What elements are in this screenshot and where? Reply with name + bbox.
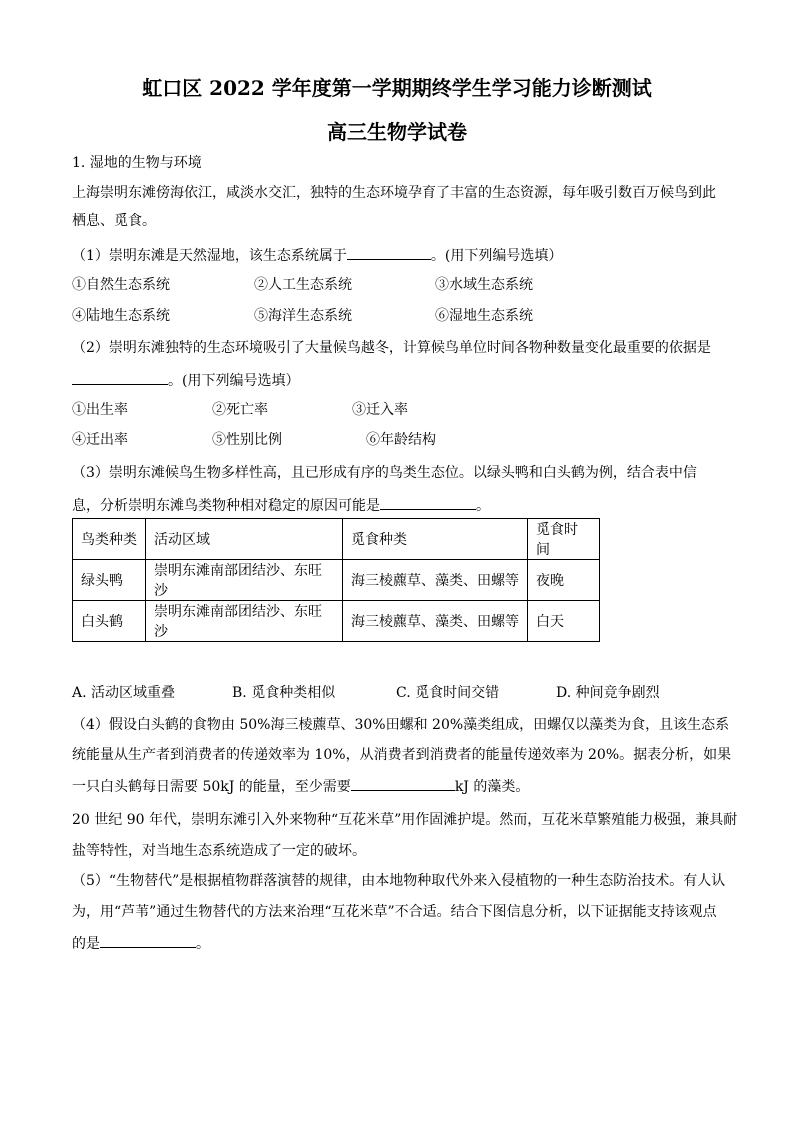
- table-cell: 夜晚: [528, 560, 600, 601]
- table-header-row: [73, 519, 600, 560]
- sub-question-1: [72, 245, 562, 265]
- context-paragraph-line-2: 盐等特性，对当地生态系统造成了一定的破坏。: [72, 843, 366, 859]
- exam-subtitle: 高三生物学试卷: [327, 120, 467, 144]
- table-cell: 白天: [528, 601, 600, 642]
- sub-question-2-line-1: （2）崇明东滩独特的生态环境吸引了大量候鸟越冬，计算候鸟单位时间各物种数量变化最重要的依据是: [72, 340, 711, 356]
- sub-question-5-line-1: （5）“生物替代”是根据植物群落演替的规律，由本地物种取代外来入侵植物的一种生态防治技术。有人认: [72, 873, 726, 889]
- table-row: [73, 560, 600, 601]
- table-row: [73, 601, 600, 642]
- table-cell: 绿头鸭: [73, 560, 146, 601]
- sub-question-3-line-2: [72, 495, 490, 515]
- question-heading: 1. 湿地的生物与环境: [72, 155, 202, 171]
- sub1-option-1: ①自然生态系统: [72, 277, 170, 293]
- answer-blank-4[interactable]: [351, 776, 455, 791]
- sub5-suffix: 。: [196, 936, 210, 952]
- choice-c[interactable]: C. 觅食时间交错: [396, 685, 500, 701]
- sub1-suffix: 。(用下列编号选填）: [430, 248, 563, 264]
- sub2-option-3: ③迁入率: [352, 402, 408, 418]
- bird-niche-table: [72, 518, 600, 642]
- sub2-option-1: ①出生率: [72, 402, 128, 418]
- sub2-option-6: ⑥年龄结构: [366, 432, 436, 448]
- table-cell: 海三棱藨草、藻类、田螺等: [343, 560, 528, 601]
- sub4-prefix: 一只白头鹤每日需要 50kJ 的能量，至少需要: [72, 779, 351, 795]
- context-paragraph-line-1: 20 世纪 90 年代，崇明东滩引入外来物种“互花米草”用作固滩护堤。然而，互花米草繁殖能力极强，兼具耐: [72, 812, 738, 828]
- answer-blank-5[interactable]: [100, 933, 196, 948]
- sub1-option-3: ③水域生态系统: [435, 277, 533, 293]
- sub5-prefix: 的是: [72, 936, 100, 952]
- table-header-cell: 鸟类种类: [73, 519, 146, 560]
- table-cell: 崇明东滩南部团结沙、东旺沙: [146, 560, 343, 601]
- sub-question-2-line-2: [72, 370, 299, 390]
- choice-d[interactable]: D. 种间竞争剧烈: [556, 685, 660, 701]
- table-cell: 海三棱藨草、藻类、田螺等: [343, 601, 528, 642]
- sub1-option-5: ⑤海洋生态系统: [254, 308, 352, 324]
- sub1-option-4: ④陆地生态系统: [72, 308, 170, 324]
- table-cell: 白头鹤: [73, 601, 146, 642]
- sub1-option-2: ②人工生态系统: [254, 277, 352, 293]
- table-header-cell: 觅食种类: [343, 519, 528, 560]
- sub3-suffix: 。: [476, 498, 490, 514]
- answer-blank-1[interactable]: [347, 245, 431, 260]
- sub2-option-5: ⑤性别比例: [212, 432, 282, 448]
- answer-blank-2[interactable]: [72, 370, 168, 385]
- intro-line-2: 栖息、觅食。: [72, 213, 156, 229]
- sub-question-5-line-3: [72, 933, 210, 953]
- sub2-option-2: ②死亡率: [212, 402, 268, 418]
- sub2-suffix: 。(用下列编号选填）: [168, 373, 300, 389]
- sub4-suffix: kJ 的藻类。: [454, 779, 530, 795]
- table-header-cell: 觅食时间: [528, 519, 600, 560]
- table-cell: 崇明东滩南部团结沙、东旺沙: [146, 601, 343, 642]
- sub1-prefix: （1）崇明东滩是天然湿地，该生态系统属于: [72, 248, 347, 264]
- choice-b[interactable]: B. 觅食种类相似: [232, 685, 336, 701]
- sub2-option-4: ④迁出率: [72, 432, 128, 448]
- sub1-option-6: ⑥湿地生态系统: [435, 308, 533, 324]
- sub-question-5-line-2: 为，用“芦苇”通过生物替代的方法来治理“互花米草”不合适。结合下图信息分析，以下证据能支持该观点: [72, 904, 717, 920]
- sub-question-3-line-1: （3）崇明东滩候鸟生物多样性高，且已形成有序的鸟类生态位。以绿头鸭和白头鹤为例，结合表中信: [72, 465, 697, 481]
- answer-blank-3[interactable]: [380, 495, 476, 510]
- table-header-cell: 活动区域: [146, 519, 343, 560]
- sub-question-4-line-2: 统能量从生产者到消费者的传递效率为 10%，从消费者到消费者的能量传递效率为 20%。据表分析，如果: [72, 747, 732, 763]
- sub-question-4-line-3: [72, 776, 529, 796]
- choice-a[interactable]: A. 活动区域重叠: [72, 685, 176, 701]
- sub-question-4-line-1: （4）假设白头鹤的食物由 50%海三棱藨草、30%田螺和 20%藻类组成，田螺仅以藻类为食，且该生态系: [72, 717, 730, 733]
- intro-line-1: 上海崇明东滩傍海依江，咸淡水交汇，独特的生态环境孕育了丰富的生态资源，每年吸引数百万候鸟到此: [72, 185, 716, 201]
- sub3-prefix: 息，分析崇明东滩鸟类物种相对稳定的原因可能是: [72, 498, 380, 514]
- exam-title: 虹口区 2022 学年度第一学期期终学生学习能力诊断测试: [142, 76, 652, 100]
